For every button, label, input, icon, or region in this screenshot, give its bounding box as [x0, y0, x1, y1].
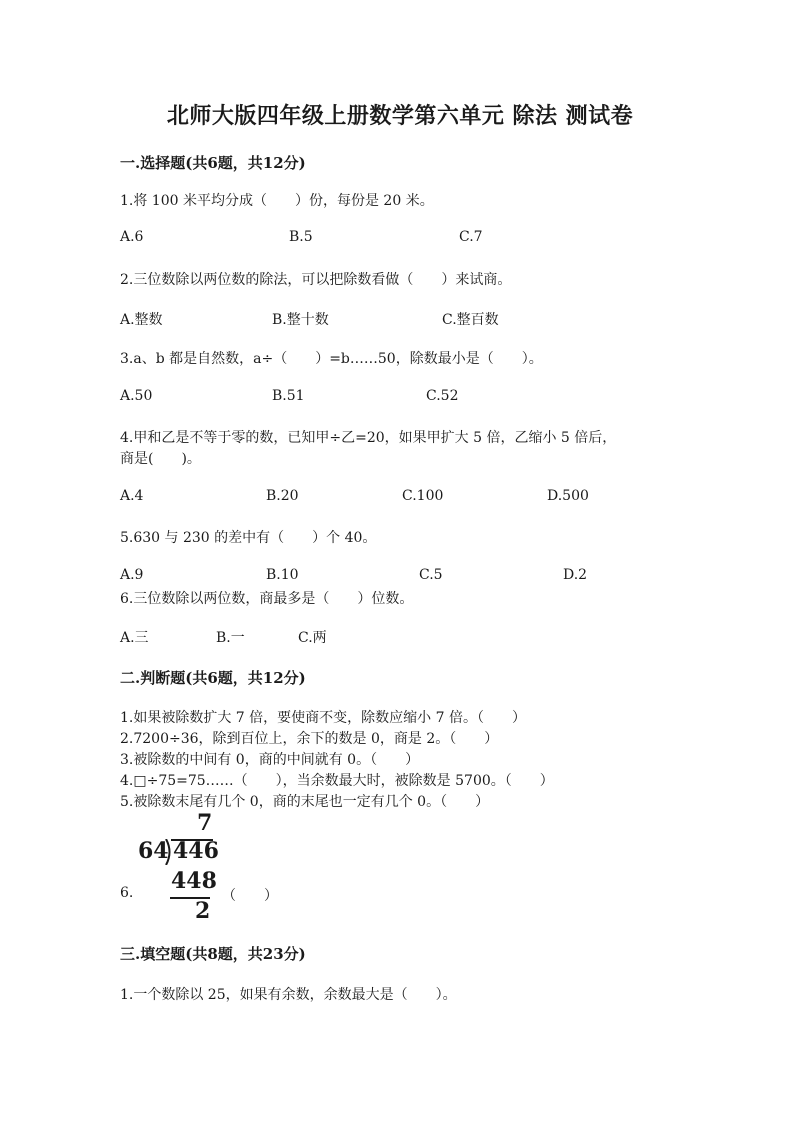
- option-b: B.20: [266, 488, 299, 504]
- division-dividend: 446: [173, 838, 219, 864]
- question-text: 3.被除数的中间有 0，商的中间就有 0。（ ）: [120, 752, 420, 768]
- division-quotient: 7: [197, 810, 213, 836]
- question-text: 1.一个数除以 25，如果有余数，余数最大是（ ）。: [120, 987, 457, 1003]
- option-c: C.52: [426, 388, 459, 404]
- section-heading-judgement: 二.判断题(共6题，共12分): [120, 669, 306, 687]
- option-c: C.5: [419, 567, 443, 583]
- section-heading-choice: 一.选择题(共6题，共12分): [120, 154, 306, 172]
- section-heading-fill-blank: 三.填空题(共8题，共23分): [120, 945, 306, 963]
- long-division-figure: [135, 810, 225, 925]
- option-a: A.9: [120, 567, 144, 583]
- question-text: 6.三位数除以两位数，商最多是（ ）位数。: [120, 591, 414, 607]
- option-c: C.两: [298, 630, 327, 646]
- question-text-continued: 商是( )。: [120, 451, 201, 467]
- answer-blank: （ ）: [222, 888, 278, 904]
- question-text: 5.被除数末尾有几个 0，商的末尾也一定有几个 0。（ ）: [120, 794, 490, 810]
- option-b: B.10: [266, 567, 299, 583]
- question-text: 2.7200÷36，除到百位上，余下的数是 0，商是 2。（ ）: [120, 731, 499, 747]
- question-text: 4.甲和乙是不等于零的数，已知甲÷乙=20，如果甲扩大 5 倍，乙缩小 5 倍后，: [120, 430, 617, 446]
- option-a: A.4: [120, 488, 144, 504]
- question-text: 5.630 与 230 的差中有（ ）个 40。: [120, 530, 377, 546]
- question-text: 2.三位数除以两位数的除法，可以把除数看做（ ）来试商。: [120, 272, 512, 288]
- option-d: D.2: [563, 567, 588, 583]
- question-text: 4.□÷75=75……（ ），当余数最大时，被除数是 5700。（ ）: [120, 773, 554, 789]
- option-a: A.50: [120, 388, 153, 404]
- option-c: C.整百数: [442, 312, 499, 328]
- division-divisor: 64: [138, 838, 169, 864]
- question-number: 6.: [120, 885, 134, 901]
- option-b: B.一: [216, 630, 245, 646]
- option-a: A.三: [120, 630, 149, 646]
- division-product: 448: [171, 868, 217, 894]
- option-b: B.整十数: [272, 312, 329, 328]
- question-text: 1.如果被除数扩大 7 倍，要使商不变，除数应缩小 7 倍。（ ）: [120, 710, 526, 726]
- option-c: C.100: [402, 488, 444, 504]
- option-b: B.51: [272, 388, 305, 404]
- question-text: 3.a、b 都是自然数，a÷（ ）=b……50，除数最小是（ ）。: [120, 351, 543, 367]
- option-c: C.7: [459, 229, 483, 245]
- question-text: 1.将 100 米平均分成（ ）份，每份是 20 米。: [120, 193, 434, 209]
- option-a: A.整数: [120, 312, 163, 328]
- option-a: A.6: [120, 229, 144, 245]
- page-title: 北师大版四年级上册数学第六单元 除法 测试卷: [166, 103, 634, 129]
- division-remainder: 2: [195, 898, 211, 924]
- option-d: D.500: [547, 488, 589, 504]
- option-b: B.5: [289, 229, 313, 245]
